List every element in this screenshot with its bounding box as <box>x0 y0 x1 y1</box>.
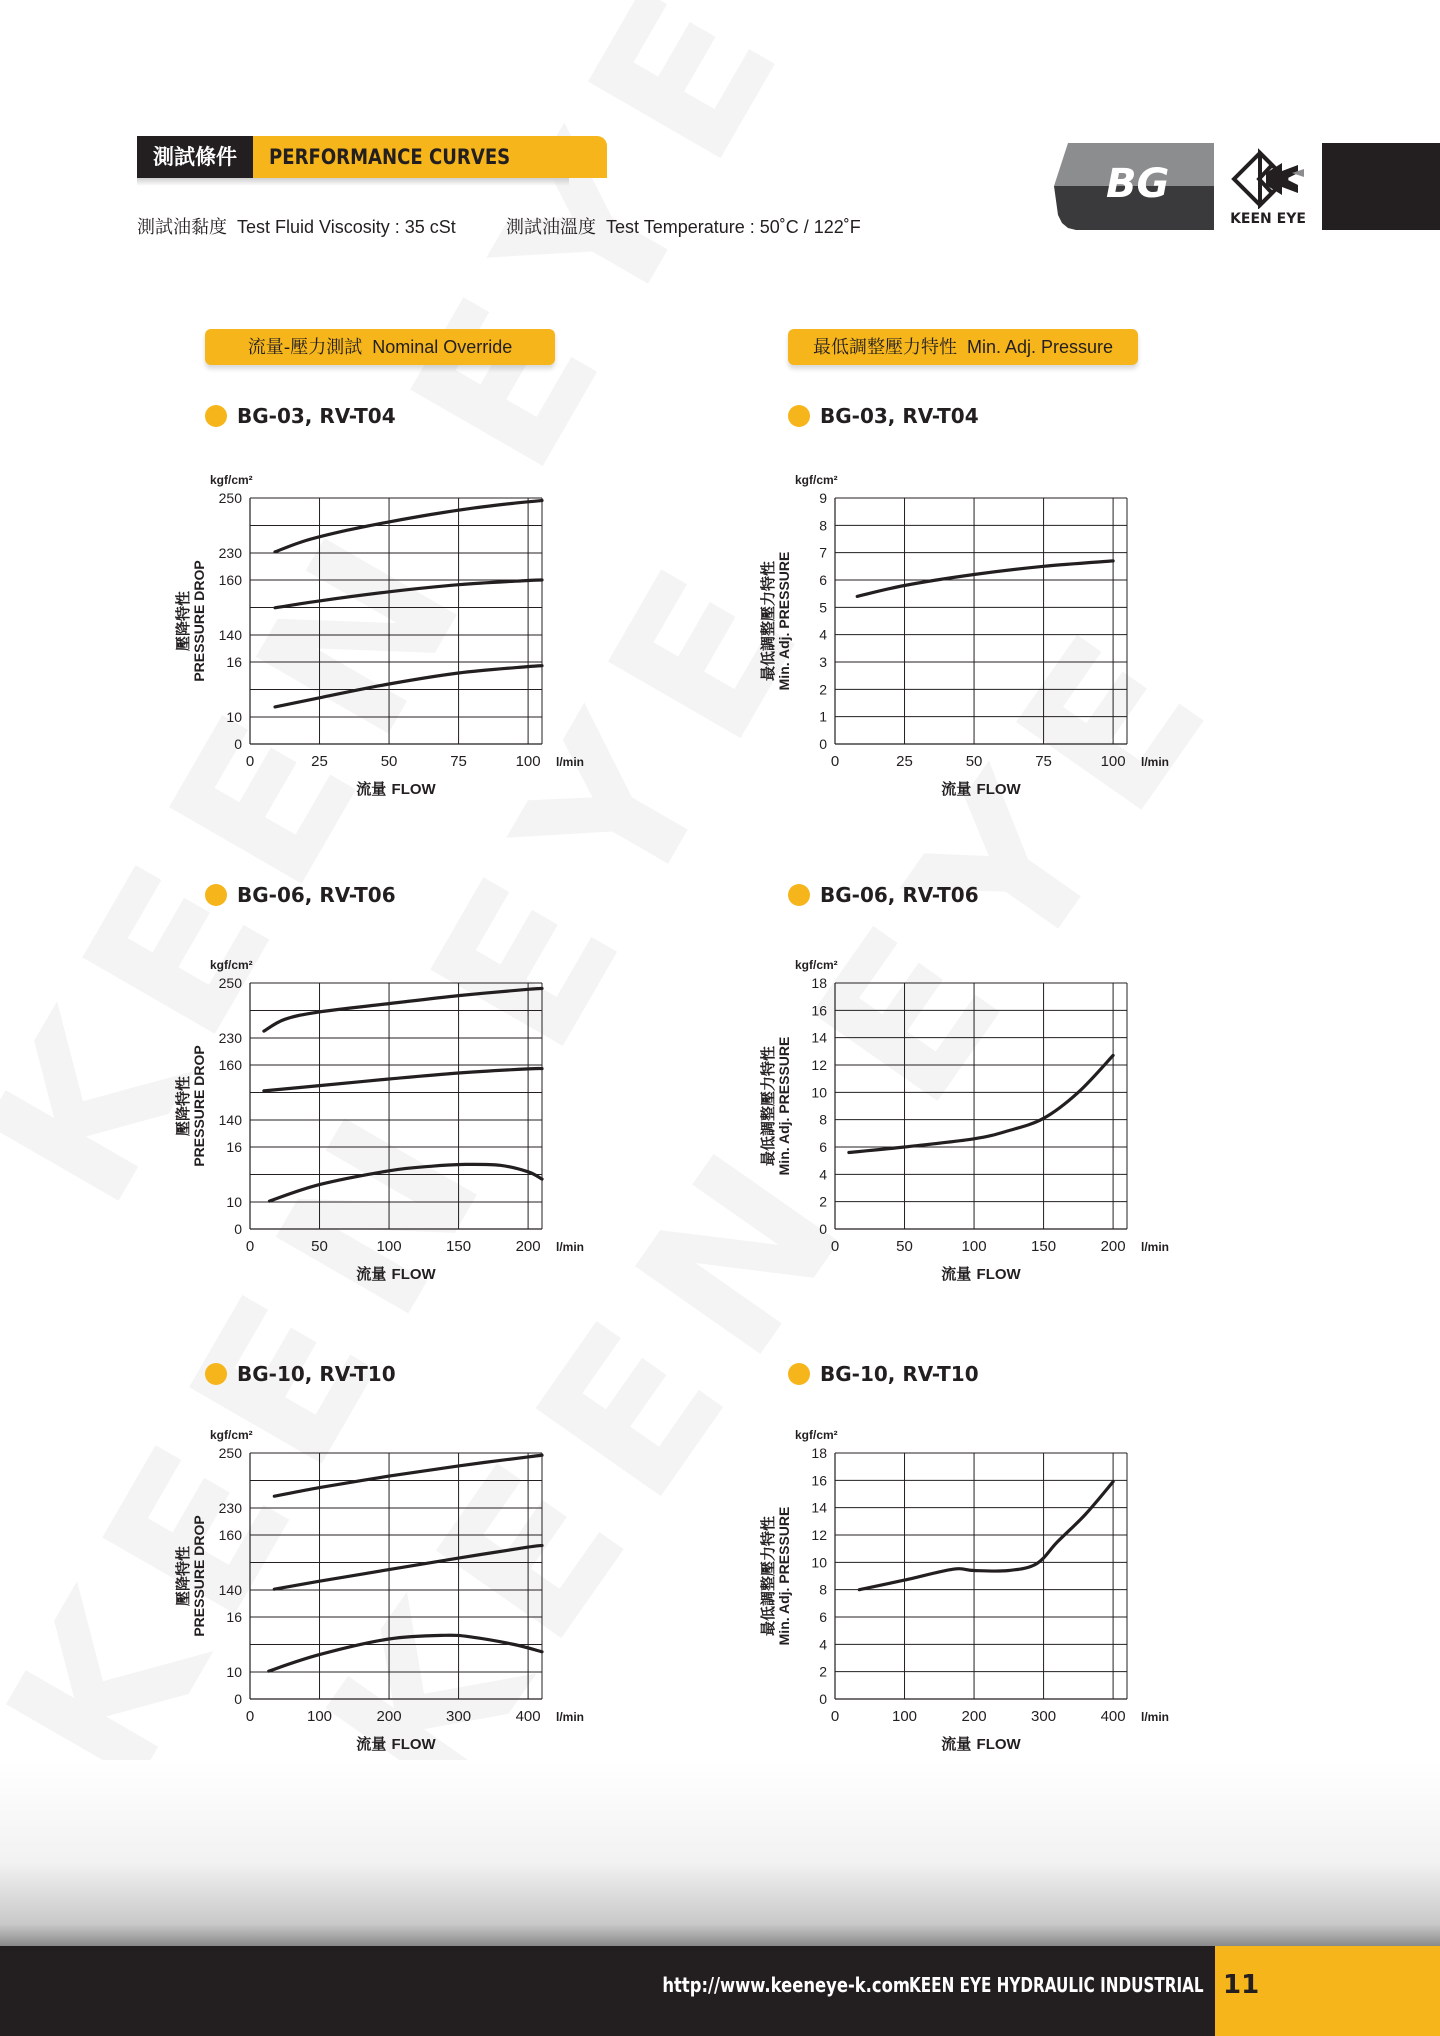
x-tick-label: 100 <box>307 1708 333 1725</box>
y-tick-label: 0 <box>819 1691 827 1707</box>
keen-eye-logo <box>1214 143 1322 230</box>
y-axis-title-en: Min. Adj. PRESSURE <box>776 1506 792 1646</box>
y-axis-title <box>174 1515 207 1636</box>
y-tick-label: 4 <box>819 626 827 643</box>
section-pill-en: Nominal Override <box>372 337 513 357</box>
model-heading-text: BG-10, RV-T10 <box>820 1362 979 1386</box>
x-unit-label: l/min <box>1141 755 1170 769</box>
x-tick-label: 50 <box>380 753 398 770</box>
curve-line <box>859 1482 1113 1590</box>
model-heading-text: BG-03, RV-T04 <box>237 404 396 428</box>
y-tick-label: 16 <box>811 1472 827 1489</box>
y-tick-label: 160 <box>218 1057 242 1073</box>
x-axis-title-en: FLOW <box>976 1736 1021 1753</box>
unit-label: kgf/cm² <box>210 1428 253 1442</box>
curve-line <box>274 1546 542 1590</box>
y-tick-label: 6 <box>819 572 827 588</box>
test-viscosity <box>137 213 456 239</box>
model-heading-text: BG-03, RV-T04 <box>820 404 979 428</box>
curve-line <box>275 501 542 552</box>
footer-website-link[interactable]: http://www.keeneye-k.com <box>662 1973 910 1997</box>
y-axis-title <box>759 1037 792 1176</box>
x-tick-label: 75 <box>450 753 467 770</box>
x-axis-title-en: FLOW <box>976 781 1021 798</box>
keen-eye-logo-text: KEEN EYE <box>1230 211 1306 227</box>
x-tick-label: 50 <box>896 1238 913 1255</box>
curve-line <box>275 666 542 707</box>
x-tick-label: 200 <box>376 1708 402 1725</box>
model-heading <box>205 1360 396 1388</box>
curve-line <box>264 988 542 1031</box>
x-tick-label: 200 <box>961 1708 987 1725</box>
y-tick-label: 160 <box>218 572 242 588</box>
y-axis-title <box>759 1507 792 1646</box>
x-axis-title-en: FLOW <box>976 1266 1021 1283</box>
chart-grid <box>250 498 542 744</box>
y-tick-label: 14 <box>811 1029 827 1046</box>
x-axis-title-zh: 流量 <box>941 780 977 798</box>
unit-label: kgf/cm² <box>795 958 838 972</box>
x-axis-title <box>356 780 436 798</box>
y-axis-title-en: Min. Adj. PRESSURE <box>776 1036 792 1176</box>
x-axis-title-en: FLOW <box>391 781 436 798</box>
y-tick-label: 230 <box>218 1030 242 1046</box>
y-axis-title-en: PRESSURE DROP <box>191 1045 207 1167</box>
y-axis-title-en: Min. Adj. PRESSURE <box>776 551 792 691</box>
chart-nominal-override-bg06 <box>155 945 595 1285</box>
x-axis-title-zh: 流量 <box>356 1735 392 1753</box>
chart-min-adj-pressure-bg06 <box>740 945 1180 1285</box>
x-tick-label: 25 <box>896 753 913 770</box>
y-tick-label: 18 <box>811 975 827 991</box>
model-heading-text: BG-10, RV-T10 <box>237 1362 396 1386</box>
x-tick-label: 0 <box>830 753 840 770</box>
model-heading-text: BG-06, RV-T06 <box>237 883 396 907</box>
series-badge-text: BG <box>1106 161 1170 207</box>
curve-line <box>275 580 542 608</box>
x-axis-title-zh: 流量 <box>356 1265 392 1283</box>
y-tick-label: 0 <box>819 1221 827 1237</box>
chart-grid <box>835 1453 1127 1699</box>
y-tick-label: 5 <box>819 599 827 616</box>
section-tag-en-text: PERFORMANCE CURVES <box>269 145 511 169</box>
footer-company-name: KEEN EYE HYDRAULIC INDUSTRIAL <box>909 1973 1204 1997</box>
x-unit-label: l/min <box>556 755 585 769</box>
chart-grid <box>835 983 1127 1229</box>
x-tick-label: 0 <box>830 1708 840 1725</box>
bullet-dot-icon <box>205 1363 227 1385</box>
x-unit-label: l/min <box>1141 1710 1170 1724</box>
y-tick-label: 10 <box>811 1084 827 1101</box>
curve-line <box>849 1055 1113 1152</box>
y-tick-label: 4 <box>819 1166 827 1183</box>
y-tick-label: 230 <box>218 545 242 561</box>
x-tick-label: 150 <box>1031 1238 1057 1255</box>
y-tick-label: 2 <box>819 681 827 698</box>
x-axis-title-en: FLOW <box>391 1266 436 1283</box>
x-axis-title <box>941 1265 1021 1283</box>
bullet-dot-icon <box>788 405 810 427</box>
y-tick-label: 140 <box>218 1112 242 1128</box>
test-temperature <box>506 213 861 239</box>
page-number-box <box>1215 1946 1440 2036</box>
x-tick-label: 0 <box>245 1238 255 1255</box>
model-heading <box>205 402 396 430</box>
y-axis-title-en: PRESSURE DROP <box>191 560 207 682</box>
y-tick-label: 10 <box>811 1554 827 1571</box>
chart-min-adj-pressure-bg03 <box>740 460 1180 800</box>
x-tick-label: 75 <box>1035 753 1052 770</box>
y-tick-label: 6 <box>819 1609 827 1625</box>
page-number: 11 <box>1223 1970 1260 2000</box>
keen-eye-logo-mark <box>1214 143 1322 209</box>
unit-label: kgf/cm² <box>795 1428 838 1442</box>
bullet-dot-icon <box>788 884 810 906</box>
bullet-dot-icon <box>205 405 227 427</box>
section-pill-zh: 最低調整壓力特性 <box>812 337 957 358</box>
y-axis-title-zh: 壓降特性 <box>175 1545 192 1607</box>
y-tick-label: 4 <box>819 1636 827 1653</box>
model-heading <box>788 402 979 430</box>
x-axis-title-zh: 流量 <box>356 780 392 798</box>
y-tick-label: 2 <box>819 1193 827 1210</box>
y-tick-label: 230 <box>218 1500 242 1516</box>
y-tick-label: 10 <box>226 1664 242 1680</box>
y-tick-label: 8 <box>819 517 827 534</box>
y-tick-label: 250 <box>218 975 242 991</box>
section-pill-en: Min. Adj. Pressure <box>966 337 1114 357</box>
y-tick-label: 1 <box>819 708 827 725</box>
section-tag-en <box>253 136 607 178</box>
y-tick-label: 140 <box>218 1582 242 1598</box>
curve-line <box>857 561 1113 597</box>
bullet-dot-icon <box>205 884 227 906</box>
model-heading <box>205 881 396 909</box>
chart-nominal-override-bg03 <box>155 460 595 800</box>
x-axis-title <box>941 1735 1021 1753</box>
x-tick-label: 0 <box>245 753 255 770</box>
section-tag <box>137 136 607 178</box>
model-heading-text: BG-06, RV-T06 <box>820 883 979 907</box>
y-tick-label: 16 <box>811 1002 827 1019</box>
y-axis-title-zh: 壓降特性 <box>175 1075 192 1137</box>
x-tick-label: 400 <box>515 1708 541 1725</box>
section-pill-zh: 流量-壓力測試 <box>247 337 363 358</box>
section-tag-shadow <box>137 178 569 186</box>
test-viscosity-en: Test Fluid Viscosity : 35 cSt <box>237 217 456 237</box>
y-tick-label: 10 <box>226 1194 242 1210</box>
section-pill-nominal-override <box>205 329 555 365</box>
section-tag-zh: 測試條件 <box>137 136 253 178</box>
test-temperature-zh: 測試油溫度 <box>506 217 596 238</box>
y-tick-label: 16 <box>226 654 242 670</box>
y-tick-label: 12 <box>811 1057 827 1073</box>
section-pill-min-adj-pressure <box>788 329 1138 365</box>
x-tick-label: 100 <box>376 1238 402 1255</box>
footer-gradient <box>0 1760 1440 1946</box>
y-tick-label: 7 <box>819 544 827 561</box>
y-tick-label: 0 <box>819 736 827 752</box>
x-tick-label: 100 <box>515 753 541 770</box>
x-tick-label: 25 <box>311 753 328 770</box>
chart-min-adj-pressure-bg10 <box>740 1415 1180 1755</box>
x-axis-title <box>356 1265 436 1283</box>
y-tick-label: 0 <box>234 1221 242 1237</box>
y-tick-label: 250 <box>218 490 242 506</box>
y-tick-label: 10 <box>226 709 242 725</box>
x-unit-label: l/min <box>1141 1240 1170 1254</box>
y-tick-label: 140 <box>218 627 242 643</box>
y-tick-label: 14 <box>811 1499 827 1516</box>
x-tick-label: 300 <box>1031 1708 1057 1725</box>
x-tick-label: 50 <box>311 1238 328 1255</box>
test-temperature-en: Test Temperature : 50˚C / 122˚F <box>606 217 861 237</box>
x-tick-label: 100 <box>961 1238 987 1255</box>
y-axis-title-zh: 最低調整壓力特性 <box>760 1515 777 1637</box>
y-tick-label: 8 <box>819 1111 827 1128</box>
x-axis-title <box>941 780 1021 798</box>
y-axis-title <box>174 560 207 681</box>
y-tick-label: 16 <box>226 1609 242 1625</box>
y-axis-title-zh: 最低調整壓力特性 <box>760 1045 777 1167</box>
x-tick-label: 0 <box>830 1238 840 1255</box>
series-badge <box>1046 143 1214 230</box>
y-axis-title <box>759 552 792 691</box>
y-axis-title-en: PRESSURE DROP <box>191 1515 207 1637</box>
chart-grid <box>835 498 1127 744</box>
x-unit-label: l/min <box>556 1710 585 1724</box>
x-tick-label: 200 <box>1100 1238 1126 1255</box>
x-tick-label: 400 <box>1100 1708 1126 1725</box>
y-tick-label: 18 <box>811 1445 827 1461</box>
y-tick-label: 2 <box>819 1663 827 1680</box>
y-axis-title-zh: 壓降特性 <box>175 590 192 652</box>
x-axis-title-zh: 流量 <box>941 1265 977 1283</box>
curve-line <box>270 1164 543 1201</box>
x-axis-title-en: FLOW <box>391 1736 436 1753</box>
x-tick-label: 150 <box>446 1238 472 1255</box>
y-tick-label: 16 <box>226 1139 242 1155</box>
model-heading <box>788 881 979 909</box>
x-axis-title <box>356 1735 436 1753</box>
x-tick-label: 200 <box>515 1238 541 1255</box>
x-tick-label: 0 <box>245 1708 255 1725</box>
x-tick-label: 100 <box>892 1708 918 1725</box>
bullet-dot-icon <box>788 1363 810 1385</box>
unit-label: kgf/cm² <box>795 473 838 487</box>
x-tick-label: 300 <box>446 1708 472 1725</box>
test-viscosity-zh: 測試油黏度 <box>137 217 227 238</box>
curve-line <box>274 1455 542 1496</box>
x-tick-label: 100 <box>1100 753 1126 770</box>
y-tick-label: 8 <box>819 1581 827 1598</box>
curve-line <box>264 1068 542 1090</box>
y-tick-label: 12 <box>811 1527 827 1543</box>
x-unit-label: l/min <box>556 1240 585 1254</box>
y-tick-label: 250 <box>218 1445 242 1461</box>
model-heading <box>788 1360 979 1388</box>
unit-label: kgf/cm² <box>210 473 253 487</box>
chart-nominal-override-bg10 <box>155 1415 595 1755</box>
y-tick-label: 6 <box>819 1139 827 1155</box>
y-tick-label: 9 <box>819 490 827 506</box>
brand-dark-block <box>1322 143 1440 230</box>
y-tick-label: 160 <box>218 1527 242 1543</box>
y-axis-title <box>174 1045 207 1166</box>
x-axis-title-zh: 流量 <box>941 1735 977 1753</box>
unit-label: kgf/cm² <box>210 958 253 972</box>
x-tick-label: 50 <box>965 753 983 770</box>
y-tick-label: 0 <box>234 1691 242 1707</box>
curve-line <box>269 1635 542 1671</box>
y-tick-label: 0 <box>234 736 242 752</box>
y-tick-label: 3 <box>819 654 827 670</box>
y-axis-title-zh: 最低調整壓力特性 <box>760 560 777 682</box>
